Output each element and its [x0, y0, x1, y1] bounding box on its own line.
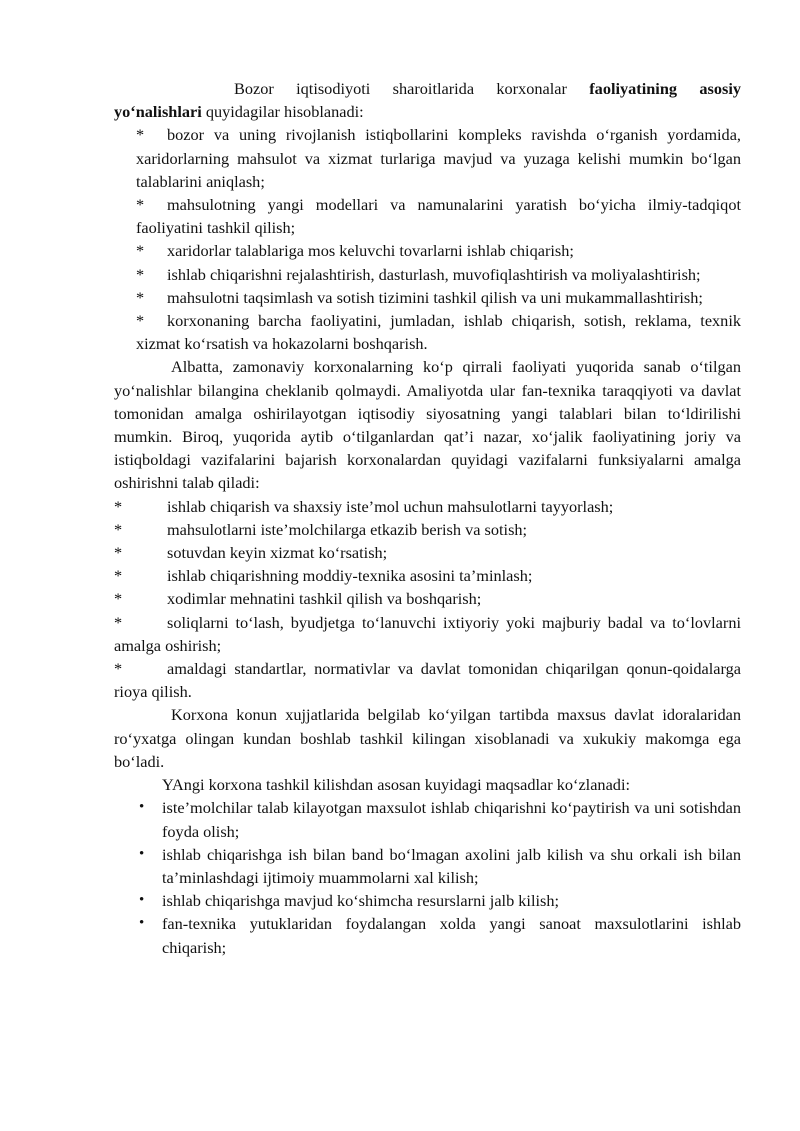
list-item: [114, 796, 741, 842]
intro-text-1: Bozor iqtisodiyoti sharoitlarida korxonalar: [234, 79, 590, 98]
list-item-text: iste’molchilar talab kilayotgan maxsulot ishlab chiqarishni ko‘paytirish va uni sotishdan foyda olish;: [162, 798, 741, 841]
list-item-text: mahsulotni taqsimlash va sotish tizimini tashkil qilish va uni mukammallashtirish;: [167, 287, 703, 307]
list-item-text: korxonaning barcha faoliyatini, jumladan, ishlab chiqarish, sotish, reklama, texnik xizmat ko‘rsatish va hokazolarni boshqarish.: [136, 311, 741, 354]
list-item-text: amaldagi standartlar, normativlar va davlat tomonidan chiqarilgan qonun-qoidalarga rioya qilish.: [114, 659, 741, 702]
list-marker: *: [114, 566, 123, 586]
list-item-text: ishlab chiqarishning moddiy-texnika asosini ta’minlash;: [167, 566, 533, 586]
list-item: [114, 239, 741, 262]
body-paragraph: Korxona konun xujjatlarida belgilab ko‘yilgan tartibda maxsus davlat idoralaridan ro‘yxatga olingan kundan boshlab tashkil kilingan xisoblanadi va xukukiy makomga ega bo‘ladi.: [114, 705, 741, 771]
list-marker: *: [136, 195, 145, 215]
list-item-text: xodimlar mehnatini tashkil qilish va boshqarish;: [167, 589, 482, 609]
list-item: [114, 193, 741, 239]
list-item-text: mahsulotning yangi modellari va namunalarini yaratish bo‘yicha ilmiy-tadqiqot faoliyatini tashkil qilish;: [136, 195, 741, 238]
list-marker: *: [114, 496, 123, 516]
list-item: [114, 309, 741, 355]
list-item: [114, 657, 741, 703]
bullet-icon: •: [139, 845, 145, 862]
directions-list: [114, 123, 741, 355]
list-marker: *: [136, 311, 145, 331]
list-item-text: mahsulotlarni iste’molchilarga etkazib berish va sotish;: [167, 519, 528, 539]
bullet-icon: •: [139, 892, 145, 909]
list-item: [114, 611, 741, 657]
list-marker: *: [136, 125, 145, 145]
bullet-icon: •: [139, 799, 145, 816]
list-item-text: soliqlarni to‘lash, byudjetga to‘lanuvchi ixtiyoriy yoki majburiy badal va to‘lovlarni amalga oshirish;: [114, 612, 741, 655]
list-marker: *: [136, 264, 145, 284]
list-marker: *: [136, 241, 145, 261]
list-item: [114, 123, 741, 193]
list-item-text: ishlab chiqarish va shaxsiy iste’mol uchun mahsulotlarni tayyorlash;: [167, 496, 614, 516]
list-item-text: fan-texnika yutuklaridan foydalangan xolda yangi sanoat maxsulotlarini ishlab chiqarish;: [162, 914, 741, 957]
list-item: [114, 263, 741, 286]
list-item: [114, 912, 741, 958]
list-item: [114, 564, 741, 587]
list-item-text: ishlab chiqarishga ish bilan band bo‘lmagan axolini jalb kilish va shu orkali ish bilan ta’minlashdagi ijtimoiy muammolarni xal kilish;: [162, 844, 741, 887]
list-item: [114, 843, 741, 889]
list-item-text: ishlab chiqarishni rejalashtirish, dasturlash, muvofiqlashtirish va moliyalashtirish;: [167, 264, 701, 284]
list-marker: *: [114, 519, 123, 539]
intro-paragraph: [114, 77, 741, 123]
list-item: [114, 518, 741, 541]
body-paragraph: YAngi korxona tashkil kilishdan asosan kuyidagi maqsadlar ko‘zlanadi:: [162, 775, 630, 795]
list-item: [114, 286, 741, 309]
list-item-text: ishlab chiqarishga mavjud ko‘shimcha resurslarni jalb kilish;: [162, 891, 559, 911]
list-item: [114, 889, 741, 912]
list-item-text: bozor va uning rivojlanish istiqbollarini kompleks ravishda o‘rganish yordamida, xaridorlarning mahsulot va xizmat turlariga mavjud va yuzaga kelishi mumkin bo‘lgan talablarini aniqlash;: [136, 125, 741, 191]
bullet-icon: •: [139, 915, 145, 932]
goals-list: [114, 796, 741, 958]
list-item: [114, 495, 741, 518]
list-marker: *: [114, 612, 123, 632]
list-marker: *: [114, 543, 123, 563]
list-marker: *: [114, 589, 123, 609]
list-item: [114, 541, 741, 564]
functions-list: [114, 495, 741, 704]
list-marker: *: [136, 287, 145, 307]
intro-text-2: quyidagilar hisoblanadi:: [201, 102, 364, 122]
list-item-text: sotuvdan keyin xizmat ko‘rsatish;: [167, 543, 388, 563]
list-marker: *: [114, 659, 123, 679]
list-item-text: xaridorlar talablariga mos keluvchi tovarlarni ishlab chiqarish;: [167, 241, 574, 261]
text-column: [114, 77, 741, 959]
list-item: [114, 587, 741, 610]
body-paragraph: Albatta, zamonaviy korxonalarning ko‘p qirrali faoliyati yuqorida sanab o‘tilgan yo‘nalishlar bilangina cheklanib qolmaydi. Amaliyotda ular fan-texnika taraqqiyoti va davlat tomonidan amalga oshirilayotgan iqtisodiy siyosatning yangi talablari bilan to‘ldirilishi mumkin. Biroq, yuqorida aytib o‘tilganlardan qat’i nazar, xo‘jalik faoliyatining joriy va istiqboldagi vazifalarini bajarish korxonalardan quyidagi vazifalarni funksiyalarni amalga oshirishni talab qiladi:: [114, 357, 741, 493]
intro-bold-term: faoliyatining asosiy yo‘nalishlari: [114, 79, 741, 122]
